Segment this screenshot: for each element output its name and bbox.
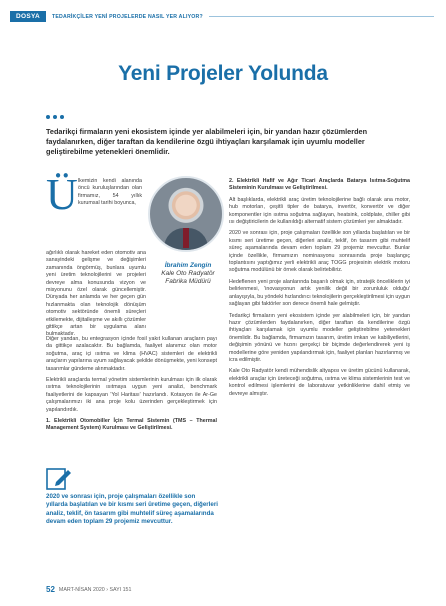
section-topic: TEDARİKÇİLER YENİ PROJELERDE NASIL YER ALIYOR? (52, 13, 203, 20)
body-paragraph: Kale Oto Radyatör kendi mühendislik altyapısı ve üretim gücünü kullanarak, elektrikli araçlar için üreteceği soğutma, ısıtma ve klima sistemlerinin test ve kontrol edilmesi işlemlerini de laboratuvar yetkinliklerine dahil etmiş ve devreye almıştır. (229, 368, 410, 397)
person-name: İbrahim Zengin (164, 262, 212, 269)
body-paragraph: Tedarikçi firmaların yeni ekosistem içinde yer alabilmeleri için, bir yandan hazır çözümlerden faydalanırken, diğer taraftan da kendilerine özgü ihtiyaçları karşılamak için uyumlu modeller geliştirebilme yetenekleri önemlidir. Bu bağlamda, firmamızın tasarım, üretim imkan ve kabiliyetlerini, değişimin yönünü ve hızını gerçekçi bir biçimde değerlendirerek yeni iş modellerine göre yeniden yapılandırmak için, faaliyet planları hazırlanmış ve icra edilmiştir. (229, 312, 410, 363)
body-paragraph: Elektrikli araçlarda termal yönetim sistemlerinin kurulması için ilk olarak ısıtma teknolojilerinin ısıtmaya uygun yeni analizi, benchmark faaliyetlerini de kapsayan 'Yol Haritası' hazırlandı. Kotasyon ile Ar-Ge çalışmalarımızı iki ana proje kolu üzerinden gerçekleştirmek için yapılandırdık. (46, 377, 217, 413)
dot-icon (60, 115, 64, 119)
page-footer (46, 585, 131, 594)
body-paragraph: Hedeflenen yeni proje alanlarında başarılı olmak için, stratejik önceliklerin iyi belirlenmesi, 'inovasyonun artık yenilik değil bir zorunluluk olduğu' anlayışıyla, bu yöndeki hızlandırıcı teknolojilerin gerçekleştirilmesi için uygun sağlayan gibi faktörler son derece önemli hale gelmiştir. (229, 278, 410, 308)
article-title: Yeni Projeler Yolunda (118, 62, 328, 85)
lead-paragraph: Tedarikçi firmaların yeni ekosistem içinde yer alabilmeleri için, bir yandan hazır çözümlerden faydalanırken, diğer taraftan da kendilerine özgü ihtiyaçları karşılamak için uyumlu modeller geliştirebilme yetenekleri önemlidir. (46, 127, 368, 156)
quote-icon (46, 468, 72, 490)
body-paragraph: Diğer yandan, bu entegrasyon içinde fosil yakıt kullanan araçların payı da gittikçe azalacaktır. Bu bağlamda, faaliyet alanımız olan motor soğutma, araç içi ısıtma ve klima (HVAC) sistemleri de elektrikli araçların yapılarına uyum sağlayacak şekilde dönüşmekte, yeni konsept tasarımlar gündeme alınmaktadır. (46, 336, 217, 372)
portrait-tie (183, 228, 189, 248)
person-company: Kale Oto Radyatör (161, 270, 215, 277)
body-subheading: 2. Elektrikli Hafif ve Ağır Ticari Araçlarda Batarya Isıtma-Soğutma Sisteminin Kurulması ve Geliştirilmesi. (229, 178, 410, 192)
body-column-2 (229, 178, 410, 402)
body-subheading: 1. Elektrikli Otomobiller İçin Termal Sistemin (TMS – Thermal Management System) Kurulması ve Geliştirilmesi. (46, 418, 217, 432)
portrait-photo (148, 176, 224, 252)
body-paragraph: Alt başlıklarda, elektrikli araç üretim teknolojilerine bağlı olarak ana motor, hub motorları, çeşitli tipler de batarya, invertör, konvertör ve diğer komponentler için ısıtma soğutma sağlayan, heatsink, coldplate, chiller gibi ısı değiştiricilerin de kullanıldığı alternatif sistem çözümleri yer almaktadır. (229, 196, 410, 226)
person-title: Fabrika Müdürü (165, 278, 211, 285)
person-caption (150, 262, 226, 286)
section-badge: DOSYA (10, 11, 46, 22)
pull-quote: 2020 ve sonrası için, proje çalışmaları özellikle son yıllarda başlatılan ve bir kısmı seri üretime geçen, diğerleri analiz, teklif, ön tasarım gibi muhtelif süreç aşamalarında devam eden toplam 29 projemiz mevcuttur. (46, 493, 218, 526)
issue-label: MART-NİSAN 2020 › SAYI 151 (58, 586, 132, 593)
drop-cap: Ü (46, 170, 78, 219)
page-number: 52 (46, 585, 55, 594)
body-column-1 (46, 336, 217, 437)
header-rule (209, 16, 434, 17)
decorative-dots (46, 115, 64, 119)
section-header (10, 10, 434, 23)
dot-icon (53, 115, 57, 119)
dot-icon (46, 115, 50, 119)
body-intro: lkemizin kendi alanında öncü kuruluşlarından olan firmamız, 54 yıllık kurumsal tarihi boyunca, (78, 178, 142, 207)
body-paragraph: 2020 ve sonrası için, proje çalışmaları özellikle son yıllarda başlatılan ve bir kısmı seri üretime geçen, diğerleri analiz, teklif, ön tasarım gibi muhtelif süreç aşamalarında devam eden toplam 29 projemiz mevcuttur. Bunlar içinde özellikle, firmamızın nominasyonu sonrasında proje başlangıç toplantısını yaptığımız yerli elektrikli araç TOGG projesinin elektrik motoru soğutma modülünü bir örnek olarak belirtebiliriz. (229, 230, 410, 274)
body-column-1-upper: ağırlıklı olarak hareket eden otomotiv ana sanayindeki gelişme ve değişimleri zamanında öngörmüş, bunlara uyumlu yeni üretim teknolojilerini ve projeleri devreye alma konusunda vizyon ve misyonunu özel olarak güncellemiştir. Dünyada her anlamda ve her geçen gün hızlanmakta olan teknolojik dönüşüm otomotiv sektöründe önemli süreçleri etkilemekte, dijitalleşme ve akıllı çözümler gittikçe artan bir uygulama alanı bulmaktadır. (46, 250, 146, 338)
